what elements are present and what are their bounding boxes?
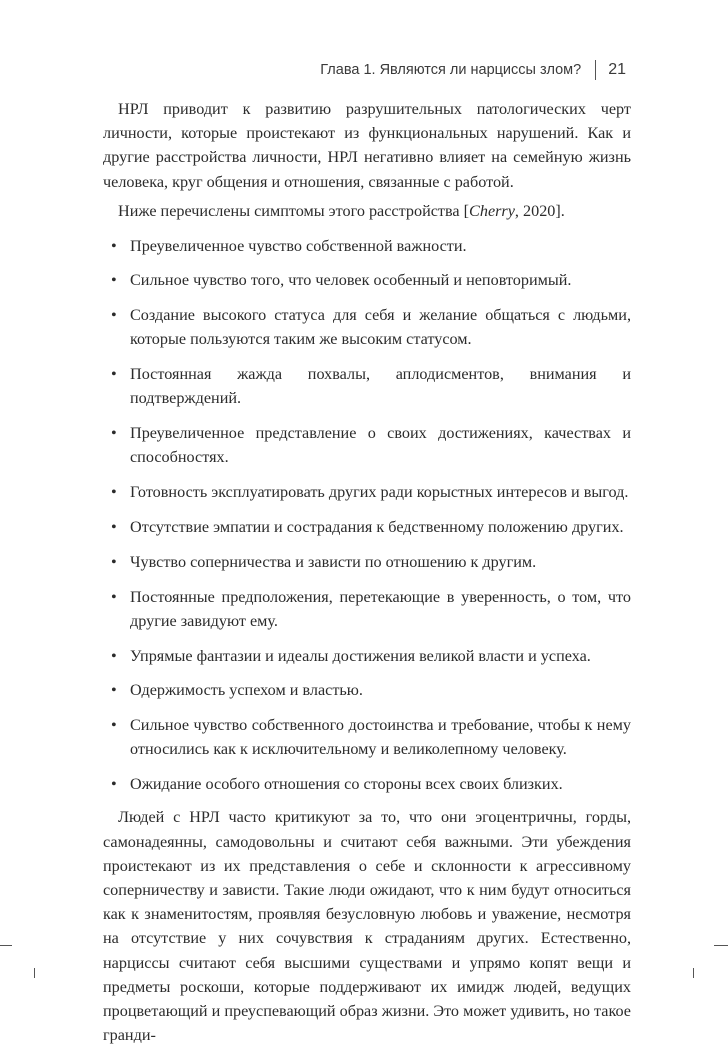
list-item: • Отсутствие эмпатии и сострадания к бедственному положению других. [103, 515, 631, 539]
list-item: • Постоянные предположения, перетекающие в уверенность, о том, что другие завидуют ему. [103, 585, 631, 633]
header-divider [595, 60, 596, 80]
citation-year: , 2020]. [514, 201, 565, 220]
list-item: • Чувство соперничества и зависти по отношению к другим. [103, 550, 631, 574]
crop-mark-right-vertical [693, 968, 694, 978]
crop-mark-left-vertical [34, 968, 35, 978]
list-item: • Готовность эксплуатировать других ради корыстных интересов и выгод. [103, 480, 631, 504]
list-item: • Преувеличенное чувство собственной важности. [103, 234, 631, 258]
paragraph-conclusion: Людей с НРЛ часто критикуют за то, что они эгоцентричны, горды, самонадеянны, самодовольны и считают себя важными. Эти убеждения проистекают из их представления о себе и склонности к агрессивному соперничеству и зависти. Такие люди ожидают, что к ним будут относиться как к знаменитостям, проявляя безусловную любовь и уважение, несмотря на отсутствие у них сочувствия к страданиям других. Естественно, нарциссы считают себя высшими существами и упрямо копят вещи и предметы роскоши, которые поддерживают их имидж людей, ведущих процветающий и преуспевающий образ жизни. Это может удивить, но такое гранди- [103, 808, 631, 1045]
page-number: 21 [608, 61, 626, 78]
crop-mark-left-horizontal [0, 945, 12, 946]
list-item: • Преувеличенное представление о своих достижениях, качествах и способностях. [103, 421, 631, 469]
list-item: • Упрямые фантазии и идеалы достижения великой власти и успеха. [103, 644, 631, 668]
list-item: • Постоянная жажда похвалы, аплодисментов, внимания и подтверждений. [103, 362, 631, 410]
crop-mark-right-horizontal [714, 945, 728, 946]
list-item: • Ожидание особого отношения со стороны всех своих близких. [103, 772, 631, 796]
symptoms-list [103, 234, 631, 797]
list-item: • Сильное чувство собственного достоинства и требование, чтобы к нему относились как к исключительному и великолепному человеку. [103, 713, 631, 761]
list-item: • Создание высокого статуса для себя и желание общаться с людьми, которые пользуются таким же высоким статусом. [103, 303, 631, 351]
paragraph-intro: НРЛ приводит к развитию разрушительных патологических черт личности, которые проистекают из функциональных нарушений. Как и другие расстройства личности, НРЛ негативно влияет на семейную жизнь человека, круг общения и отношения, связанные с работой. [103, 100, 631, 191]
symptoms-intro-text: Ниже перечислены симптомы этого расстройства [ [118, 201, 470, 220]
chapter-title: Глава 1. Являются ли нарциссы злом? [320, 62, 582, 78]
running-header [320, 60, 626, 80]
symptoms-intro [103, 199, 631, 223]
list-item: • Сильное чувство того, что человек особенный и неповторимый. [103, 268, 631, 292]
list-item: • Одержимость успехом и властью. [103, 678, 631, 702]
page-body [103, 97, 631, 1047]
citation-author: Cherry [469, 201, 515, 220]
